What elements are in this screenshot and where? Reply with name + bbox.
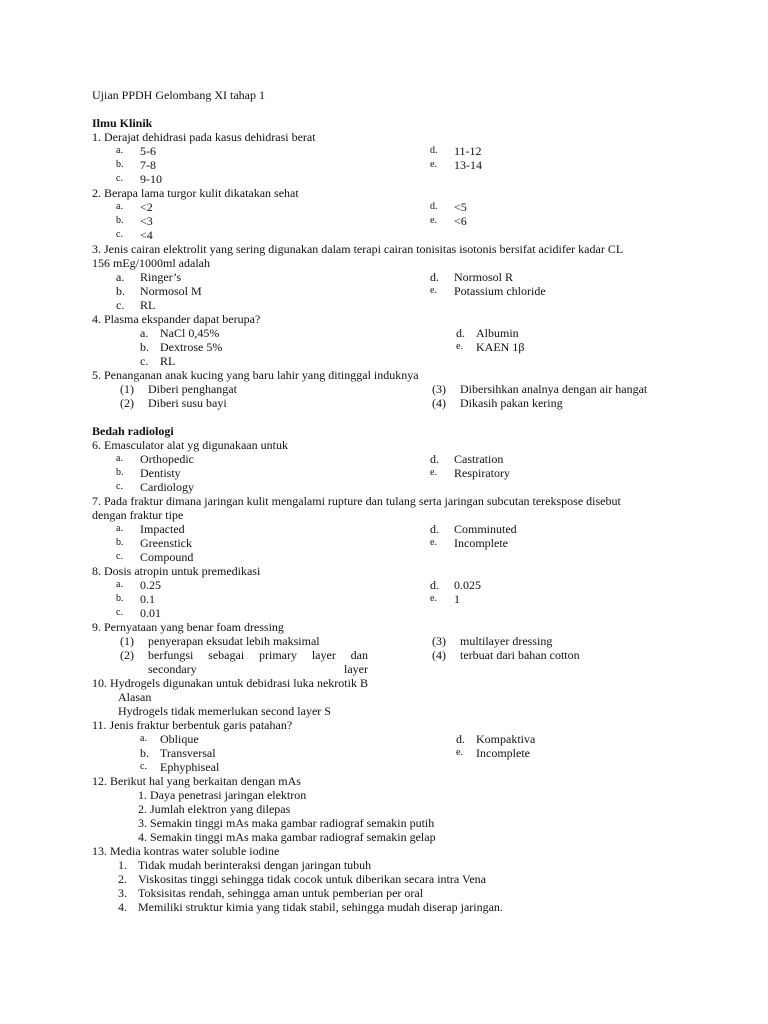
question-7-row-2: b. Greenstick e. Incomplete: [116, 536, 508, 550]
section-heading-ilmu-klinik: Ilmu Klinik: [92, 116, 153, 130]
question-1-row-3: c. 9-10: [116, 172, 162, 186]
question-5-row-1: (1) Diberi penghangat (3) Dibersihkan analnya dengan air hangat: [120, 382, 648, 396]
question-12-item: 1. Daya penetrasi jaringan elektron: [138, 788, 307, 802]
question-11-row-3: c. Ephyphiseal: [140, 760, 220, 774]
exam-document: [92, 88, 692, 914]
question-3-row-1: a. Ringer’s d. Normosol R: [116, 270, 514, 284]
question-9: 9. Pernyataan yang benar foam dressing: [92, 620, 284, 634]
question-6-row-2: b. Dentisty e. Respiratory: [116, 466, 510, 480]
question-6: 6. Emasculator alat yg digunakaan untuk: [92, 438, 288, 452]
question-5-row-2: (2) Diberi susu bayi (4) Dikasih pakan kering: [120, 396, 563, 410]
question-13-item: 3. Toksisitas rendah, sehingga aman untuk pemberian per oral: [118, 886, 424, 900]
question-3-row-2: b. Normosol M e. Potassium chloride: [116, 284, 546, 298]
question-3: 3. Jenis cairan elektrolit yang sering digunakan dalam terapi cairan tonisitas isotonis bersifat acidifer kadar CL: [92, 242, 624, 256]
question-13: 13. Media kontras water soluble iodine: [92, 844, 280, 858]
question-10: 10. Hydrogels digunakan untuk debidrasi luka nekrotik B: [92, 676, 368, 690]
question-3-row-3: c. RL: [116, 298, 156, 312]
question-4-row-1: a. NaCl 0,45% d. Albumin: [140, 326, 519, 340]
question-6-row-3: c. Cardiology: [116, 480, 194, 494]
question-4-row-3: c. RL: [140, 354, 176, 368]
question-8-row-1: a. 0.25 d. 0.025: [116, 578, 481, 592]
question-7-row-3: c. Compound: [116, 550, 194, 564]
question-7-cont: dengan fraktur tipe: [92, 508, 184, 522]
question-12: 12. Berikut hal yang berkaitan dengan mAs: [92, 774, 301, 788]
question-12-item: 3. Semakin tinggi mAs maka gambar radiograf semakin putih: [138, 816, 435, 830]
question-12-item: 2. Jumlah elektron yang dilepas: [138, 802, 291, 816]
question-10-reason-label: Alasan: [118, 690, 152, 704]
question-8: 8. Dosis atropin untuk premedikasi: [92, 564, 261, 578]
question-3-cont: 156 mEg/1000ml adalah: [92, 256, 210, 270]
question-10-reason: Hydrogels tidak memerlukan second layer S: [118, 704, 331, 718]
question-7-row-1: a. Impacted d. Comminuted: [116, 522, 517, 536]
question-4-row-2: b. Dextrose 5% e. KAEN 1β: [140, 340, 525, 354]
document-title: Ujian PPDH Gelombang XI tahap 1: [92, 88, 265, 102]
question-11-row-2: b. Transversal e. Incomplete: [140, 746, 530, 760]
question-12-item: 4. Semakin tinggi mAs maka gambar radiograf semakin gelap: [138, 830, 436, 844]
question-11: 11. Jenis fraktur berbentuk garis patahan?: [92, 718, 293, 732]
question-13-item: 2. Viskositas tinggi sehingga tidak cocok untuk diberikan secara intra Vena: [118, 872, 486, 886]
question-8-row-2: b. 0.1 e. 1: [116, 592, 460, 606]
question-2-row-1: a. <2 d. <5: [116, 200, 467, 214]
question-13-item: 1. Tidak mudah berinteraksi dengan jaringan tubuh: [118, 858, 372, 872]
question-1: 1. Derajat dehidrasi pada kasus dehidrasi berat: [92, 130, 316, 144]
question-5: 5. Penanganan anak kucing yang baru lahir yang ditinggal induknya: [92, 368, 419, 382]
question-4: 4. Plasma ekspander dapat berupa?: [92, 312, 261, 326]
question-9-row-1: (1) penyerapan eksudat lebih maksimal (3) multilayer dressing: [120, 634, 553, 648]
question-2-row-3: c. <4: [116, 228, 153, 242]
question-2: 2. Berapa lama turgor kulit dikatakan sehat: [92, 186, 299, 200]
question-6-row-1: a. Orthopedic d. Castration: [116, 452, 504, 466]
question-13-item: 4. Memiliki struktur kimia yang tidak stabil, sehingga mudah diserap jaringan.: [118, 900, 503, 914]
question-1-row-2: b. 7-8 e. 13-14: [116, 158, 482, 172]
question-1-row-1: a. 5-6 d. 11-12: [116, 144, 482, 158]
question-2-row-2: b. <3 e. <6: [116, 214, 467, 228]
question-8-row-3: c. 0.01: [116, 606, 161, 620]
question-9-row-2: (2) berfungsi sebagai primary layer dan secondary layer (4) terbuat dari bahan cotton: [120, 648, 580, 676]
question-7: 7. Pada fraktur dimana jaringan kulit mengalami rupture dan tulang serta jaringan subcutan terekspose disebut: [92, 494, 621, 508]
section-heading-bedah-radiologi: Bedah radiologi: [92, 424, 174, 438]
question-11-row-1: a. Oblique d. Kompaktiva: [140, 732, 536, 746]
